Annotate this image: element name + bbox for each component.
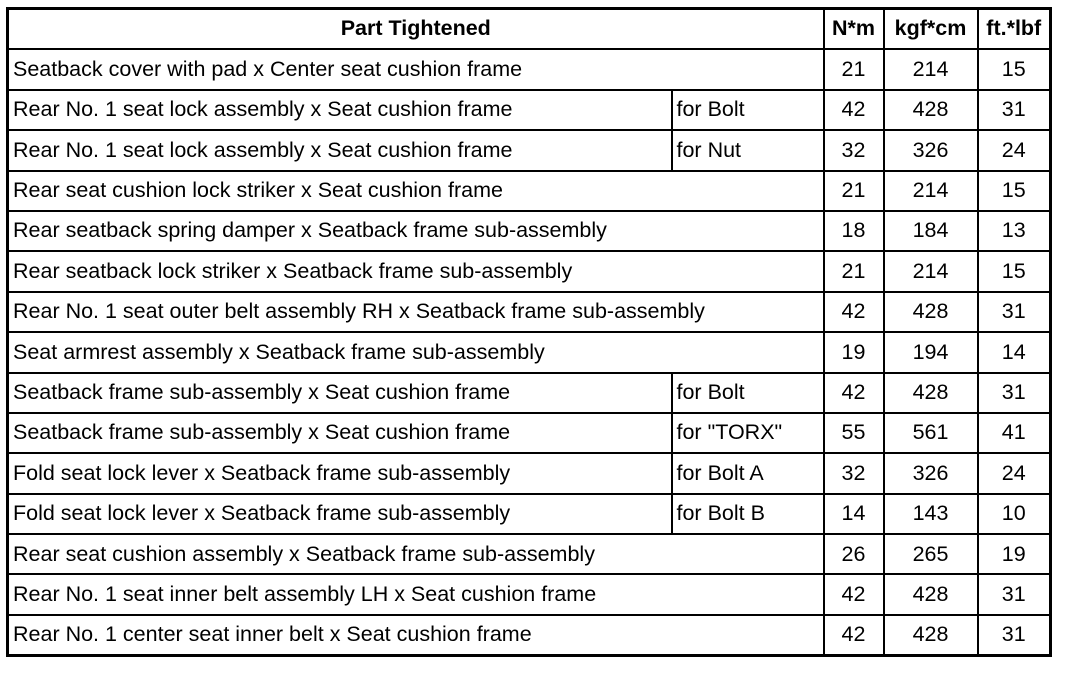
torque-nm-cell: 42 (824, 292, 884, 332)
table-row (8, 130, 1051, 170)
torque-kgf-cm-cell: 184 (884, 211, 978, 251)
table-row (8, 534, 1051, 574)
torque-nm-cell: 32 (824, 453, 884, 493)
torque-nm-cell: 21 (824, 251, 884, 291)
fastener-note-cell: for Bolt (672, 373, 824, 413)
torque-nm-cell: 14 (824, 494, 884, 534)
table-row (8, 413, 1051, 453)
torque-kgf-cm-cell: 326 (884, 130, 978, 170)
torque-nm-cell: 42 (824, 574, 884, 614)
table-row (8, 453, 1051, 493)
part-tightened-cell: Seatback frame sub-assembly x Seat cushion frame (8, 373, 672, 413)
torque-kgf-cm-cell: 143 (884, 494, 978, 534)
torque-kgf-cm-cell: 561 (884, 413, 978, 453)
part-tightened-cell: Rear seat cushion lock striker x Seat cushion frame (8, 171, 824, 211)
part-tightened-cell: Fold seat lock lever x Seatback frame sub-assembly (8, 453, 672, 493)
torque-nm-cell: 21 (824, 171, 884, 211)
torque-kgf-cm-cell: 428 (884, 615, 978, 656)
table-row (8, 171, 1051, 211)
torque-kgf-cm-cell: 214 (884, 251, 978, 291)
table-row (8, 373, 1051, 413)
fastener-note-cell: for Bolt A (672, 453, 824, 493)
header-newton-meter: N*m (824, 9, 884, 50)
part-tightened-cell: Rear seatback spring damper x Seatback frame sub-assembly (8, 211, 824, 251)
torque-kgf-cm-cell: 428 (884, 292, 978, 332)
torque-nm-cell: 21 (824, 49, 884, 89)
part-tightened-cell: Rear No. 1 seat inner belt assembly LH x Seat cushion frame (8, 574, 824, 614)
table-row (8, 332, 1051, 372)
fastener-note-cell: for Bolt B (672, 494, 824, 534)
table-row (8, 574, 1051, 614)
torque-ft-lbf-cell: 15 (978, 49, 1051, 89)
table-row (8, 615, 1051, 656)
table-row (8, 292, 1051, 332)
torque-ft-lbf-cell: 15 (978, 171, 1051, 211)
torque-kgf-cm-cell: 214 (884, 171, 978, 211)
part-tightened-cell: Seatback frame sub-assembly x Seat cushion frame (8, 413, 672, 453)
torque-kgf-cm-cell: 428 (884, 90, 978, 130)
part-tightened-cell: Fold seat lock lever x Seatback frame sub-assembly (8, 494, 672, 534)
torque-ft-lbf-cell: 24 (978, 130, 1051, 170)
torque-ft-lbf-cell: 31 (978, 292, 1051, 332)
torque-ft-lbf-cell: 31 (978, 90, 1051, 130)
table-row (8, 251, 1051, 291)
torque-ft-lbf-cell: 10 (978, 494, 1051, 534)
part-tightened-cell: Rear No. 1 center seat inner belt x Seat cushion frame (8, 615, 824, 656)
header-kgf-cm: kgf*cm (884, 9, 978, 50)
torque-kgf-cm-cell: 194 (884, 332, 978, 372)
part-tightened-cell: Seatback cover with pad x Center seat cushion frame (8, 49, 824, 89)
part-tightened-cell: Rear No. 1 seat outer belt assembly RH x Seatback frame sub-assembly (8, 292, 824, 332)
header-row (8, 9, 1051, 50)
table-row (8, 211, 1051, 251)
torque-ft-lbf-cell: 14 (978, 332, 1051, 372)
torque-kgf-cm-cell: 214 (884, 49, 978, 89)
torque-ft-lbf-cell: 19 (978, 534, 1051, 574)
torque-ft-lbf-cell: 31 (978, 373, 1051, 413)
torque-nm-cell: 26 (824, 534, 884, 574)
torque-specification-table (6, 7, 1052, 657)
torque-ft-lbf-cell: 24 (978, 453, 1051, 493)
torque-nm-cell: 42 (824, 373, 884, 413)
part-tightened-cell: Rear No. 1 seat lock assembly x Seat cushion frame (8, 130, 672, 170)
torque-kgf-cm-cell: 265 (884, 534, 978, 574)
torque-nm-cell: 32 (824, 130, 884, 170)
fastener-note-cell: for Nut (672, 130, 824, 170)
torque-kgf-cm-cell: 428 (884, 574, 978, 614)
torque-ft-lbf-cell: 31 (978, 615, 1051, 656)
torque-ft-lbf-cell: 13 (978, 211, 1051, 251)
torque-kgf-cm-cell: 326 (884, 453, 978, 493)
torque-ft-lbf-cell: 15 (978, 251, 1051, 291)
fastener-note-cell: for "TORX" (672, 413, 824, 453)
header-part-tightened: Part Tightened (8, 9, 824, 50)
torque-nm-cell: 55 (824, 413, 884, 453)
torque-nm-cell: 42 (824, 615, 884, 656)
table-row (8, 49, 1051, 89)
part-tightened-cell: Rear seatback lock striker x Seatback frame sub-assembly (8, 251, 824, 291)
torque-ft-lbf-cell: 31 (978, 574, 1051, 614)
part-tightened-cell: Rear seat cushion assembly x Seatback frame sub-assembly (8, 534, 824, 574)
torque-nm-cell: 19 (824, 332, 884, 372)
torque-ft-lbf-cell: 41 (978, 413, 1051, 453)
table-row (8, 494, 1051, 534)
table-row (8, 90, 1051, 130)
torque-nm-cell: 18 (824, 211, 884, 251)
part-tightened-cell: Seat armrest assembly x Seatback frame sub-assembly (8, 332, 824, 372)
part-tightened-cell: Rear No. 1 seat lock assembly x Seat cushion frame (8, 90, 672, 130)
torque-kgf-cm-cell: 428 (884, 373, 978, 413)
torque-nm-cell: 42 (824, 90, 884, 130)
header-ft-lbf: ft.*lbf (978, 9, 1051, 50)
fastener-note-cell: for Bolt (672, 90, 824, 130)
